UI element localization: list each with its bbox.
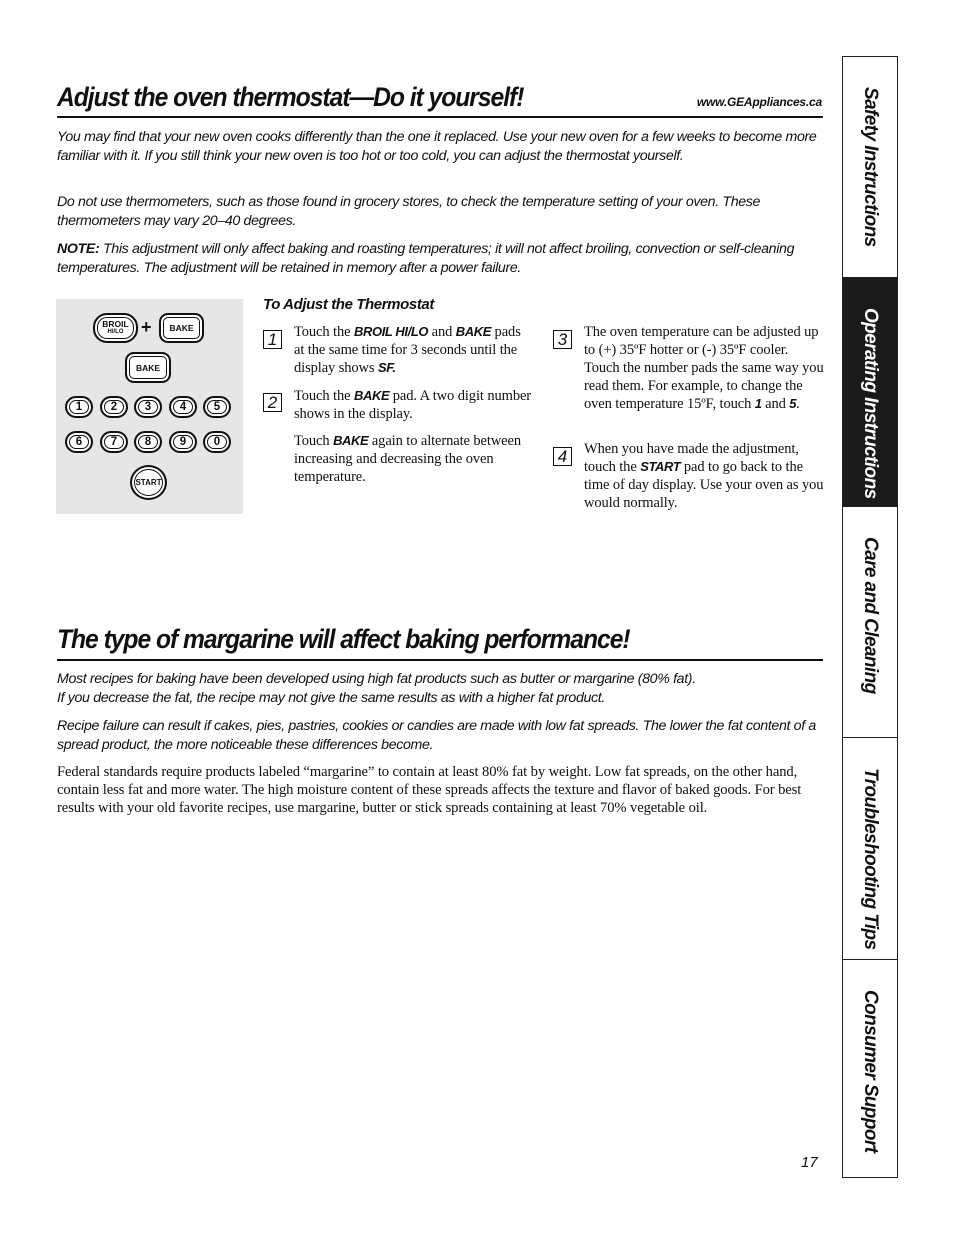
bake-ref: BAKE xyxy=(333,433,369,448)
tab-label: Troubleshooting Tips xyxy=(860,768,881,950)
section2-title: The type of margarine will affect baking performance! xyxy=(57,624,630,654)
tab-care-and-cleaning[interactable] xyxy=(843,507,897,738)
number-key-1: 1 xyxy=(65,396,93,418)
tab-operating-instructions[interactable] xyxy=(843,278,897,507)
step-2-part: pad. A two digit number shows in the display. xyxy=(294,388,532,422)
step-3-part: and xyxy=(761,396,790,412)
note-paragraph xyxy=(57,240,817,277)
number-key-7: 7 xyxy=(100,431,128,453)
step-2-part: Touch the xyxy=(294,388,354,404)
section2-rule xyxy=(57,659,823,661)
broil-hilo-ref: BROIL HI/LO xyxy=(354,324,429,339)
note-text: This adjustment will only affect baking and roasting temperatures; it will not affect broiling, convection or self-cleaning temperatures. The adjustment will be retained in memory after a power failure. xyxy=(57,241,795,276)
sf-ref: SF. xyxy=(378,360,396,375)
tab-label: Care and Cleaning xyxy=(860,537,881,694)
margarine-paragraph-1b: If you decrease the fat, the recipe may not give the same results as with a higher fat product. xyxy=(57,689,605,706)
website-link[interactable]: www.GEAppliances.ca xyxy=(696,95,822,109)
tab-label: Operating Instructions xyxy=(860,308,881,499)
step-1-text xyxy=(294,323,534,377)
bake-ref: BAKE xyxy=(455,324,492,339)
step-4-text xyxy=(584,440,824,512)
step-1-part: pads at the same time for 3 seconds until the display shows xyxy=(294,324,521,376)
broil-key-sublabel: HI/LO xyxy=(107,329,124,335)
step-number-1: 1 xyxy=(263,330,282,349)
margarine-paragraph-3: Federal standards require products labeled “margarine” to contain at least 80% fat by weight. Low fat spreads, on the other hand, contain less fat and more water. The high moisture content of these spreads affects the texture and flavor of baked goods. For best results with your old favorite recipes, use margarine, butter or stick spreads containing at least 70% vegetable oil. xyxy=(57,764,802,817)
number-key-9: 9 xyxy=(169,431,197,453)
number-key-8: 8 xyxy=(134,431,162,453)
start-ref: START xyxy=(640,459,681,474)
tab-label: Consumer Support xyxy=(860,990,881,1153)
step-2-text xyxy=(294,387,534,423)
step-4-part: pad to go back to the time of day display. Use your oven as you would normally. xyxy=(584,459,824,511)
bake-ref: BAKE xyxy=(354,388,390,403)
tab-consumer-support[interactable] xyxy=(843,960,897,1177)
tab-safety-instructions[interactable] xyxy=(843,57,897,278)
number-key-4: 4 xyxy=(169,396,197,418)
step-number-4: 4 xyxy=(553,447,572,466)
margarine-paragraph-1 xyxy=(57,670,817,707)
intro-paragraph-1: You may find that your new oven cooks differently than the one it replaced. Use your new oven for a few weeks to become more familiar with it. If you still think your new oven is too hot or too cold, you can adjust the thermostat yourself. xyxy=(57,129,817,164)
broil-hilo-key xyxy=(93,313,138,343)
step-2b-part: Touch xyxy=(294,433,334,449)
margarine-paragraph-1a: Most recipes for baking have been developed using high fat products such as butter or margarine (80% fat). xyxy=(57,671,696,687)
number-key-2: 2 xyxy=(100,396,128,418)
broil-key-label: BROIL xyxy=(102,319,129,329)
tab-label: Safety Instructions xyxy=(860,87,881,247)
plus-sign: + xyxy=(141,317,152,337)
bake-key: BAKE xyxy=(125,352,171,383)
step-number-2: 2 xyxy=(263,393,282,412)
number-key-0: 0 xyxy=(203,431,231,453)
section1-rule xyxy=(57,116,823,118)
margarine-paragraph-2: Recipe failure can result if cakes, pies, pastries, cookies or candies are made with low fat spreads. The lower the fat content of a spread product, the more noticeable these differences become. xyxy=(57,718,816,753)
key-1-ref: 1 xyxy=(754,396,762,411)
steps-subheading: To Adjust the Thermostat xyxy=(263,296,434,313)
number-key-6: 6 xyxy=(65,431,93,453)
note-label: NOTE: xyxy=(57,241,100,257)
step-4-part: When you have made the adjustment, touch the xyxy=(584,441,799,475)
key-5-ref: 5 xyxy=(789,396,797,411)
side-tabs xyxy=(842,56,898,1178)
step-3-part: . xyxy=(796,396,800,412)
section1-title: Adjust the oven thermostat—Do it yourself! xyxy=(57,82,524,112)
tab-troubleshooting-tips[interactable] xyxy=(843,738,897,960)
number-key-3: 3 xyxy=(134,396,162,418)
step-number-3: 3 xyxy=(553,330,572,349)
start-key: START xyxy=(130,465,167,500)
step-1-part: Touch the xyxy=(294,324,354,340)
step-2b-part: again to alternate between increasing and decreasing the oven temperature. xyxy=(294,433,522,485)
step-3-text xyxy=(584,323,824,413)
number-key-5: 5 xyxy=(203,396,231,418)
step-3-part: The oven temperature can be adjusted up to (+) 35ºF hotter or (-) 35ºF cooler. Touch the number pads the same way you read them. For example, to change the oven temperature 15ºF, touch xyxy=(584,324,824,412)
step-1-part: and xyxy=(428,324,456,340)
page-number: 17 xyxy=(801,1154,818,1171)
bake-key-top: BAKE xyxy=(159,313,204,343)
intro-paragraph-2: Do not use thermometers, such as those found in grocery stores, to check the temperature setting of your oven. These thermometers may vary 20–40 degrees. xyxy=(57,194,761,229)
step-2-continued-text xyxy=(294,432,534,486)
